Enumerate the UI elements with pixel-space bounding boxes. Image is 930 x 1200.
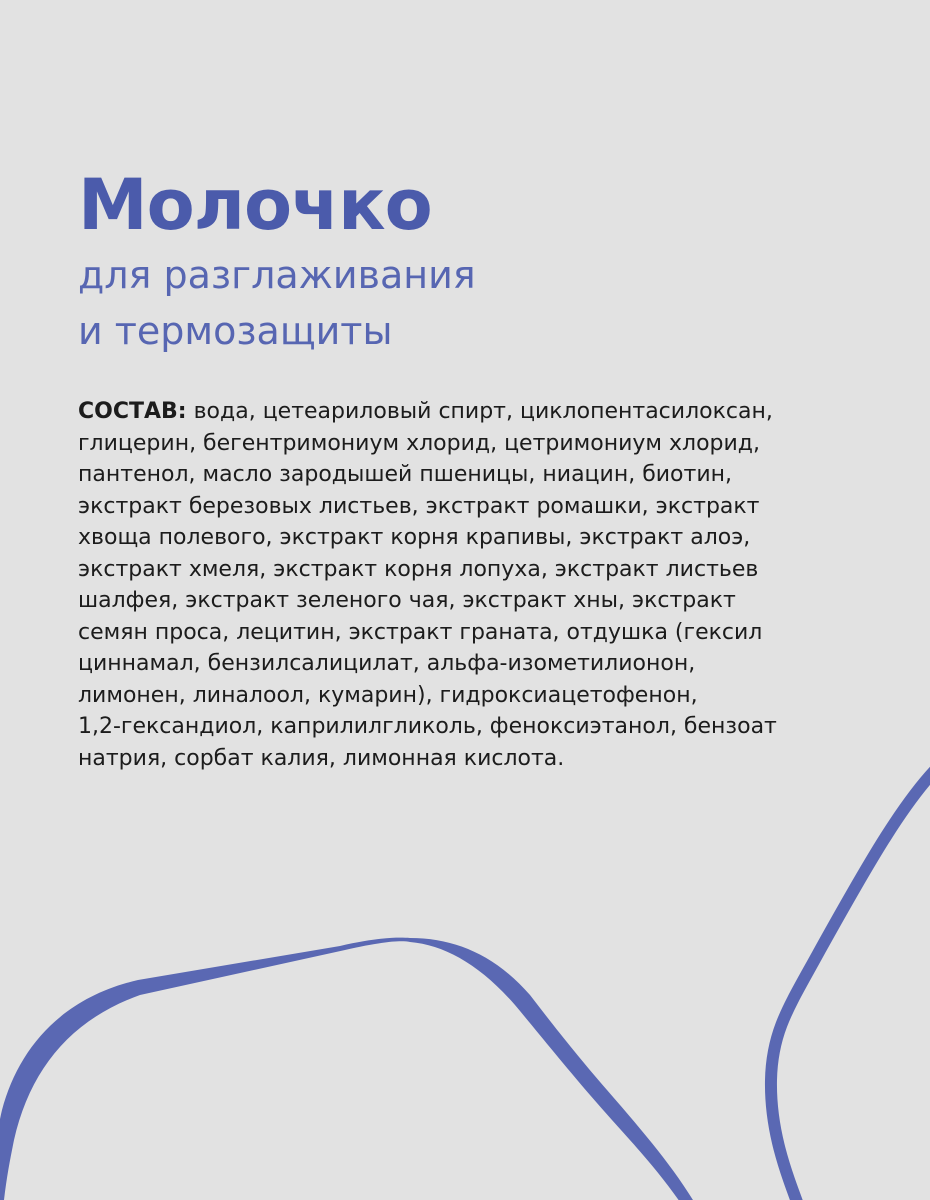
composition-line: циннамал, бензилсалицилат, альфа-изометилионон, bbox=[78, 651, 696, 676]
product-title: Молочко bbox=[78, 164, 432, 246]
composition-first-line-text: вода, цетеариловый спирт, циклопентасилоксан, bbox=[186, 399, 773, 424]
decorative-curve-left bbox=[0, 938, 696, 1200]
decorative-curve-right bbox=[771, 765, 930, 1200]
composition-line: шалфея, экстракт зеленого чая, экстракт хны, экстракт bbox=[78, 588, 736, 613]
composition-line: лимонен, линалоол, кумарин), гидроксиацетофенон, bbox=[78, 682, 698, 708]
composition-line: натрия, сорбат калия, лимонная кислота. bbox=[78, 745, 565, 771]
composition-text bbox=[78, 396, 878, 774]
composition-line: пантенол, масло зародышей пшеницы, ниацин, биотин, bbox=[78, 462, 733, 487]
composition-line: экстракт хмеля, экстракт корня лопуха, экстракт листьев bbox=[78, 556, 759, 582]
composition-line: 1,2-гександиол, каприлилгликоль, феноксиэтанол, бензоат bbox=[78, 714, 777, 739]
subtitle-line: для разглаживания bbox=[78, 253, 476, 297]
composition-label: СОСТАВ: bbox=[78, 399, 187, 424]
product-subtitle bbox=[78, 247, 476, 359]
composition-line: экстракт березовых листьев, экстракт ромашки, экстракт bbox=[78, 493, 760, 519]
composition-line: глицерин, бегентримониум хлорид, цетримониум хлорид, bbox=[78, 430, 761, 456]
composition-line: семян проса, лецитин, экстракт граната, отдушка (гексил bbox=[78, 619, 763, 645]
subtitle-line: и термозащиты bbox=[78, 309, 393, 353]
composition-line: хвоща полевого, экстракт корня крапивы, экстракт алоэ, bbox=[78, 525, 751, 550]
composition-line bbox=[78, 396, 878, 428]
